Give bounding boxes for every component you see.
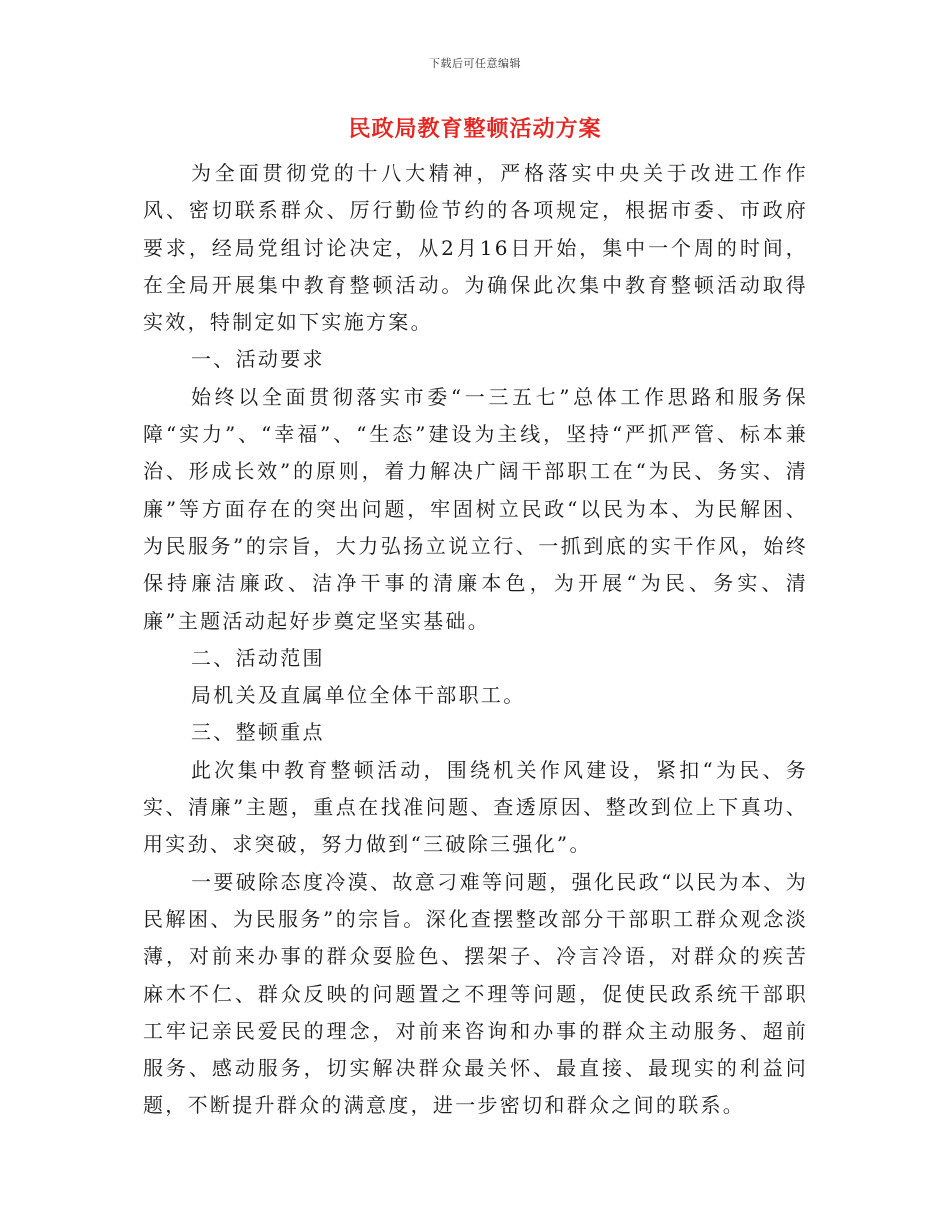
requirements-paragraph: 始终以全面贯彻落实市委“一三五七”总体工作思路和服务保障“实力”、“幸福”、“生态”建设为主线，坚持“严抓严管、标本兼治、形成长效”的原则，着力解决广阔干部职工在“为民、务实、清廉”等方面存在的突出问题，牢固树立民政“以民为本、为民解困、为民服务”的宗旨，大力弘扬立说立行、一抓到底的实干作风，始终保持廉洁廉政、洁净干事的清廉本色，为开展“为民、务实、清廉”主题活动起好步奠定坚实基础。 [143, 384, 808, 633]
page-header-note: 下载后可任意编辑 [429, 57, 521, 70]
scope-paragraph: 局机关及直属单位全体干部职工。 [191, 683, 526, 708]
focus-paragraph: 此次集中教育整顿活动，围绕机关作风建设，紧扣“为民、务实、清廉”主题，重点在找准问题、查透原因、整改到位上下真功、用实劲、求突破，努力做到“三破除三强化”。 [143, 757, 808, 857]
intro-paragraph: 为全面贯彻党的十八大精神，严格落实中央关于改进工作作风、密切联系群众、厉行勤俭节约的各项规定，根据市委、市政府要求，经局党组讨论决定，从2月16日开始，集中一个周的时间，在全局开展集中教育整顿活动。为确保此次集中教育整顿活动取得实效，特制定如下实施方案。 [143, 161, 808, 335]
section-heading-requirements: 一、活动要求 [191, 347, 325, 372]
document-body [143, 155, 808, 1125]
section-heading-focus: 三、整顿重点 [191, 720, 325, 745]
section-heading-scope: 二、活动范围 [191, 645, 325, 670]
first-measure-paragraph: 一要破除态度冷漠、故意刁难等问题，强化民政“以民为本、为民解困、为民服务”的宗旨。深化查摆整改部分干部职工群众观念淡薄，对前来办事的群众耍脸色、摆架子、冷言冷语，对群众的疾苦麻木不仁、群众反映的问题置之不理等问题，促使民政系统干部职工牢记亲民爱民的理念，对前来咨询和办事的群众主动服务、超前服务、感动服务，切实解决群众最关怀、最直接、最现实的利益问题，不断提升群众的满意度，进一步密切和群众之间的联系。 [143, 869, 808, 1118]
document-title: 民政局教育整顿活动方案 [348, 116, 602, 142]
